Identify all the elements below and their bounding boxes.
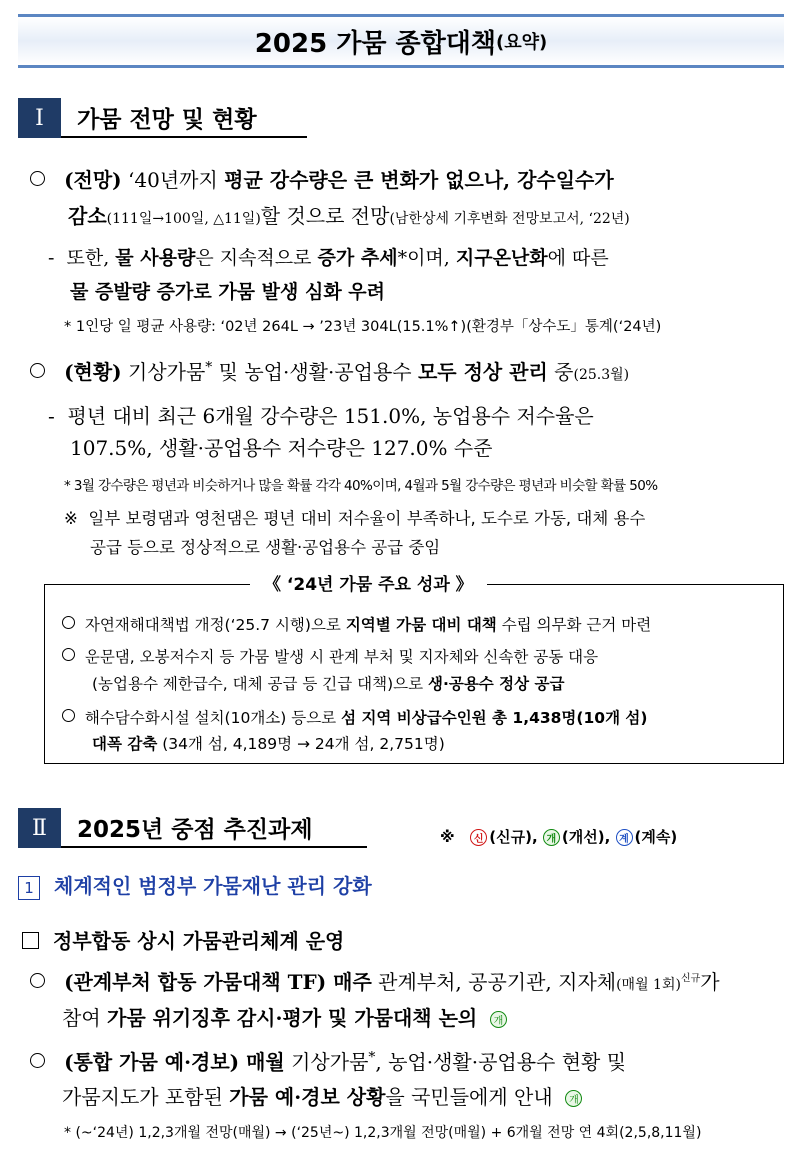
title-sub: (요약) (495, 32, 548, 53)
forecast-warning-paragraph: (통합 가뭄 예·경보) 매월 기상가뭄*, 농업·생활·공업용수 현황 및 (30, 1046, 626, 1075)
section-header-1 (18, 98, 307, 138)
usage-trend-item: - 또한, 물 사용량은 지속적으로 증가 추세*이며, 지구온난화에 따른 (48, 247, 609, 269)
tf-paragraph-line2: 참여 가뭄 위기징후 감시·평가 및 가뭄대책 논의 개 (62, 1002, 509, 1031)
improved-badge-icon: 개 (565, 1090, 582, 1107)
title-main: 2025 가뭄 종합대책 (254, 28, 496, 59)
footnote-usage: * 1인당 일 평균 사용량: ‘02년 264L → ’23년 304L(15.1%↑)(환경부「상수도」통계(‘24년) (64, 319, 662, 335)
section-number: Ⅰ (18, 98, 61, 138)
square-bullet-icon (22, 932, 39, 949)
tf-paragraph: (관계부처 합동 가뭄대책 TF) 매주 관계부처, 공공기관, 지자체(매월 1회)$^{신규}$가 (30, 966, 720, 995)
continued-badge-icon: 계 (616, 829, 633, 846)
note-item-line2: 공급 등으로 정상적으로 생활·공업용수 공급 중임 (90, 538, 441, 557)
achievement-item: 운문댐, 오봉저수지 등 가뭄 발생 시 관계 부처 및 지자체와 신속한 공동 대응 (62, 645, 598, 667)
forecast-paragraph: (전망) ‘40년까지 평균 강수량은 큰 변화가 없으나, 강수일수가 (30, 164, 785, 193)
status-detail-item-line2: 107.5%, 생활·공업용수 저수량은 127.0% 수준 (70, 436, 493, 460)
footnote-forecast: * (~‘24년) 1,2,3개월 전망(매월) → (‘25년~) 1,2,3개월 전망(매월) + 6개월 전망 연 4회(2,5,8,11월) (64, 1125, 702, 1141)
improved-badge-icon: 개 (490, 1011, 507, 1028)
footnote-rainfall: * 3월 강수량은 평년과 비슷하거나 많을 확률 각각 40%이며, 4월과 5월 강수량은 평년과 비슷할 확률 50% (64, 478, 658, 494)
subtask-heading: 정부합동 상시 가뭄관리체계 운영 (22, 925, 344, 954)
status-paragraph: (현황) 기상가뭄* 및 농업·생활·공업용수 모두 정상 관리 중(25.3월) (30, 356, 629, 385)
circle-bullet-icon (30, 171, 45, 186)
task-number: 1 (18, 876, 40, 900)
task-heading-1: 1 체계적인 범정부 가뭄재난 관리 강화 (18, 870, 372, 900)
status-detail-item: - 평년 대비 최근 6개월 강수량은 151.0%, 농업용수 저수율은 (48, 404, 594, 428)
improved-badge-icon: 개 (543, 829, 560, 846)
achievements-box-title: 《 ‘24년 가뭄 주요 성과 》 (250, 570, 487, 595)
usage-trend-item-line2: 물 증발량 증가로 가뭄 발생 심화 우려 (70, 281, 385, 303)
achievement-item-line2: (농업용수 제한급수, 대체 공급 등 긴급 대책)으로 생·공용수 정상 공급 (92, 675, 565, 693)
achievement-item: 자연재해대책법 개정(‘25.7 시행)으로 지역별 가뭄 대비 대책 수립 의무화 근거 마련 (62, 613, 651, 635)
new-badge-icon: 신 (470, 829, 487, 846)
document-title (18, 14, 784, 68)
circle-bullet-icon (30, 1053, 45, 1068)
circle-bullet-icon (30, 363, 45, 378)
circle-bullet-icon (62, 616, 75, 629)
section-number: Ⅱ (18, 808, 61, 848)
note-item: ※ 일부 보령댐과 영천댐은 평년 대비 저수율이 부족하나, 도수로 가동, 대체 용수 (64, 509, 646, 528)
section-label: 가뭄 전망 및 현황 (61, 98, 307, 138)
circle-bullet-icon (62, 648, 75, 661)
achievement-item: 해수담수화시설 설치(10개소) 등으로 섬 지역 비상급수인원 총 1,438명(10개 섬) (62, 706, 648, 728)
circle-bullet-icon (30, 973, 45, 988)
forecast-paragraph-line2: 감소(111일→100일, △11일)할 것으로 전망(남한상세 기후변화 전망보고서, ‘22년) (68, 204, 630, 228)
achievement-item-line2: 대폭 감축 (34개 섬, 4,189명 → 24개 섬, 2,751명) (92, 735, 445, 753)
section-label: 2025년 중점 추진과제 (61, 808, 367, 848)
forecast-warning-paragraph-line2: 가뭄지도가 포함된 가뭄 예·경보 상황을 국민들에게 안내 개 (62, 1081, 584, 1110)
circle-bullet-icon (62, 709, 75, 722)
section-header-2 (18, 808, 367, 848)
badge-legend: ※ 신 (신규), 개 (개선), 계 (계속) (440, 828, 678, 846)
